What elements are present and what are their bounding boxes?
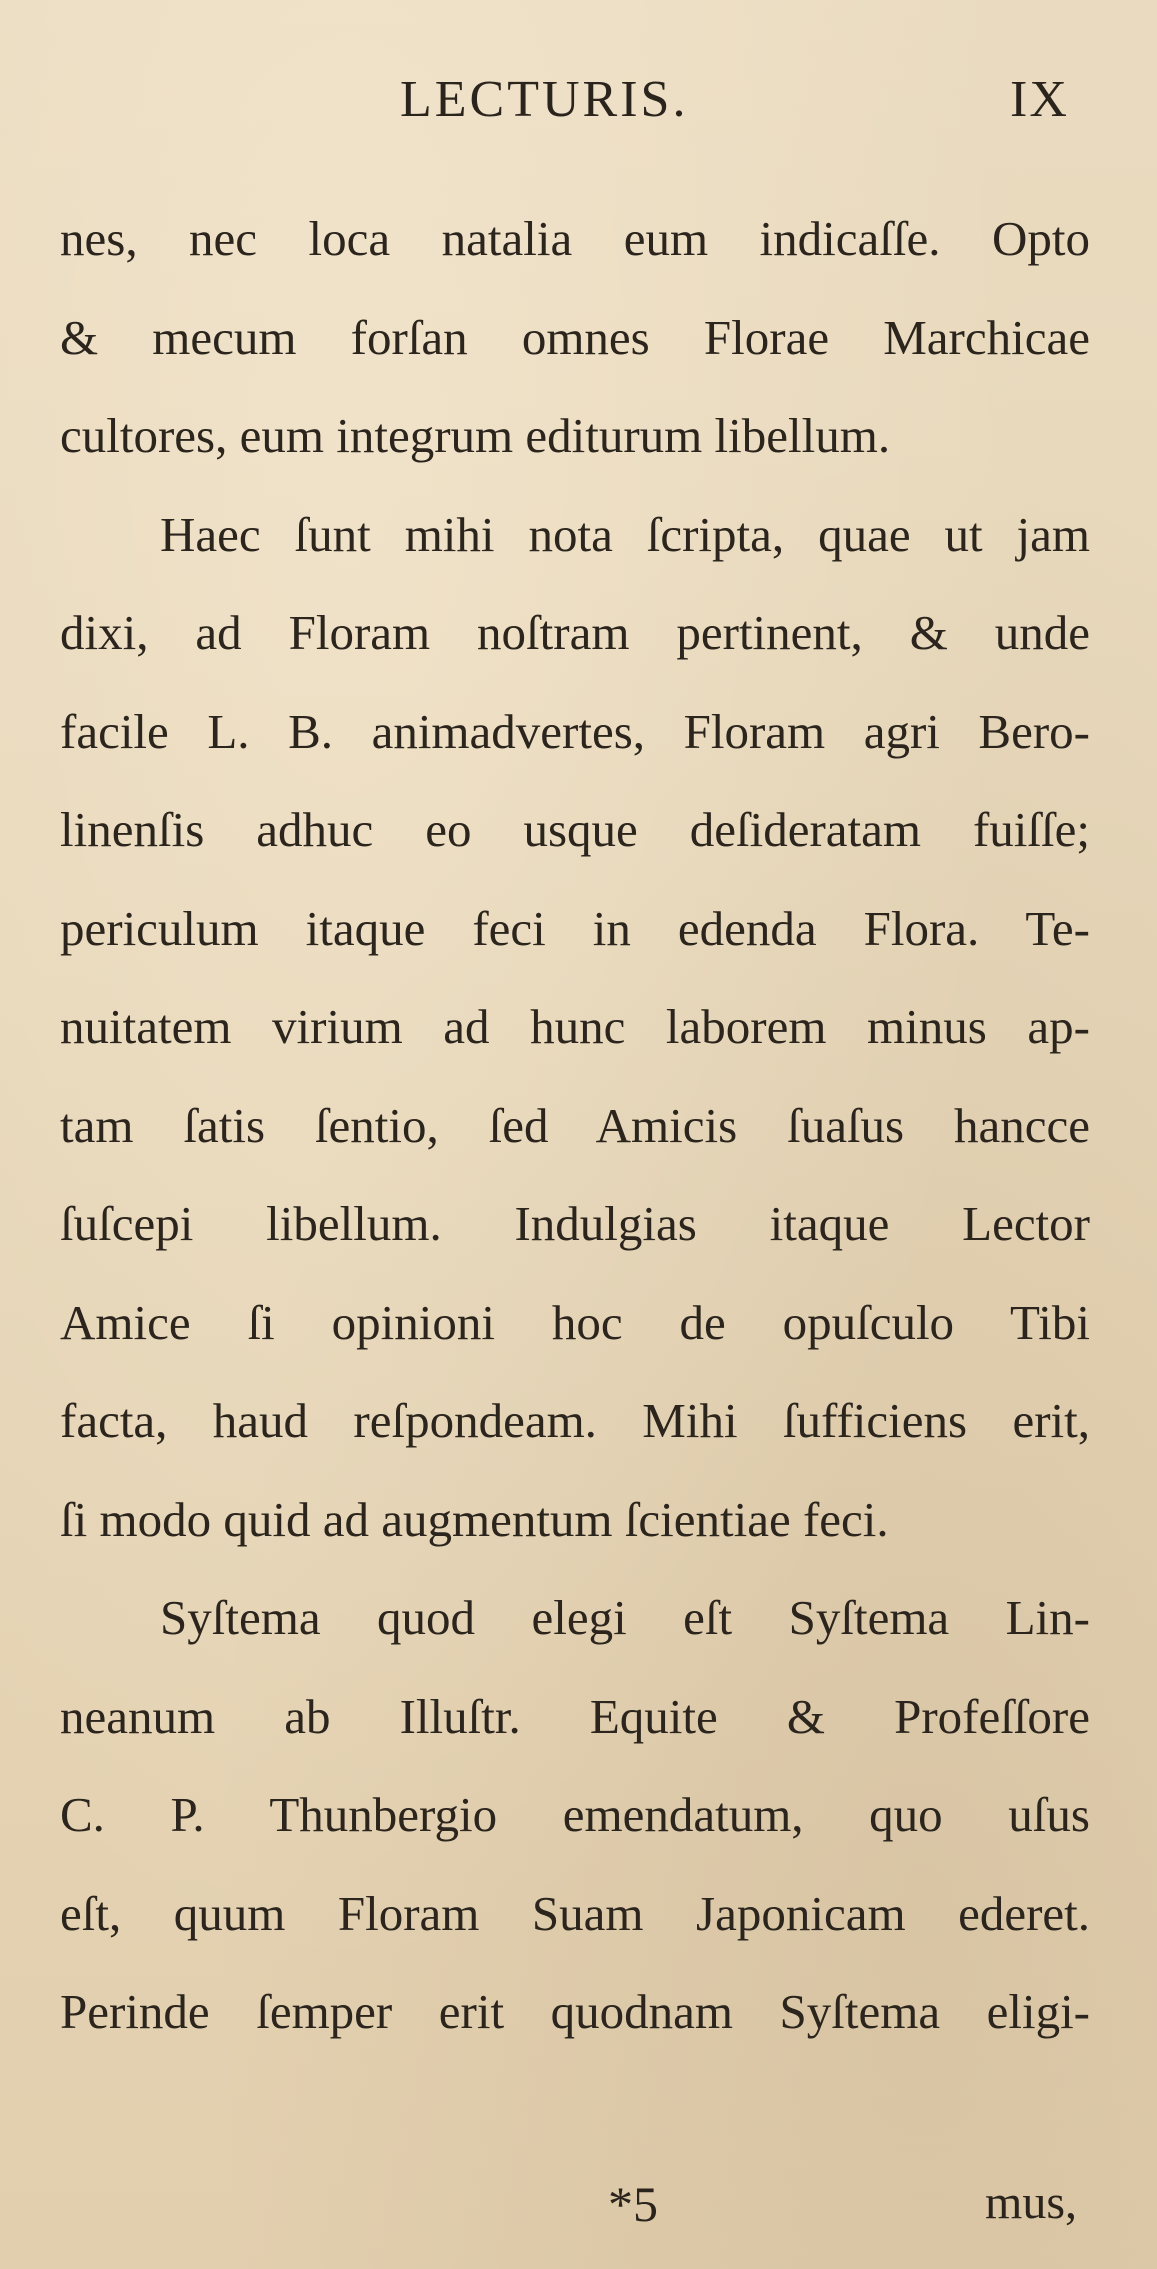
text-line: ſuſcepi libellum. Indulgias itaque Lector — [60, 1196, 1090, 1251]
catchword: mus, — [985, 2176, 1078, 2229]
page-header — [0, 70, 1157, 140]
text-line: Syſtema quod elegi eſt Syſtema Lin- — [160, 1590, 1090, 1645]
text-line: nuitatem virium ad hunc laborem minus ap- — [60, 999, 1090, 1054]
text-line: facta, haud reſpondeam. Mihi ſufficiens erit, — [60, 1393, 1090, 1448]
text-line: facile L. B. animadvertes, Floram agri Bero- — [60, 703, 1090, 759]
page-number: IX — [1010, 71, 1069, 128]
text-line: Haec ſunt mihi nota ſcripta, quae ut jam — [160, 506, 1090, 562]
text-line: nes, nec loca natalia eum indicaſſe. Opto — [60, 211, 1090, 266]
text-line: ſi modo quid ad augmentum ſcientiae feci. — [60, 1491, 889, 1547]
text-line: neanum ab Illuſtr. Equite & Profeſſore — [60, 1688, 1090, 1744]
text-line: tam ſatis ſentio, ſed Amicis ſuaſus hancce — [60, 1097, 1090, 1153]
page-footer — [0, 2175, 1157, 2245]
text-line: linenſis adhuc eo usque deſideratam fuiſſe; — [60, 802, 1090, 857]
text-line: C. P. Thunbergio emendatum, quo uſus — [60, 1787, 1090, 1842]
text-line: periculum itaque feci in edenda Flora. Te- — [60, 900, 1090, 956]
text-line: dixi, ad Floram noſtram pertinent, & unde — [60, 605, 1090, 660]
text-line: eſt, quum Floram Suam Japonicam ederet. — [60, 1885, 1090, 1941]
text-line: cultores, eum integrum editurum libellum. — [60, 408, 891, 463]
text-line: Amice ſi opinioni hoc de opuſculo Tibi — [60, 1294, 1090, 1350]
body-text — [60, 190, 1090, 2062]
signature-mark: *5 — [608, 2176, 658, 2232]
text-line: Perinde ſemper erit quodnam Syſtema eligi- — [60, 1984, 1090, 2039]
running-head: LECTURIS. — [400, 71, 689, 128]
text-line: & mecum forſan omnes Florae Marchicae — [60, 309, 1090, 365]
